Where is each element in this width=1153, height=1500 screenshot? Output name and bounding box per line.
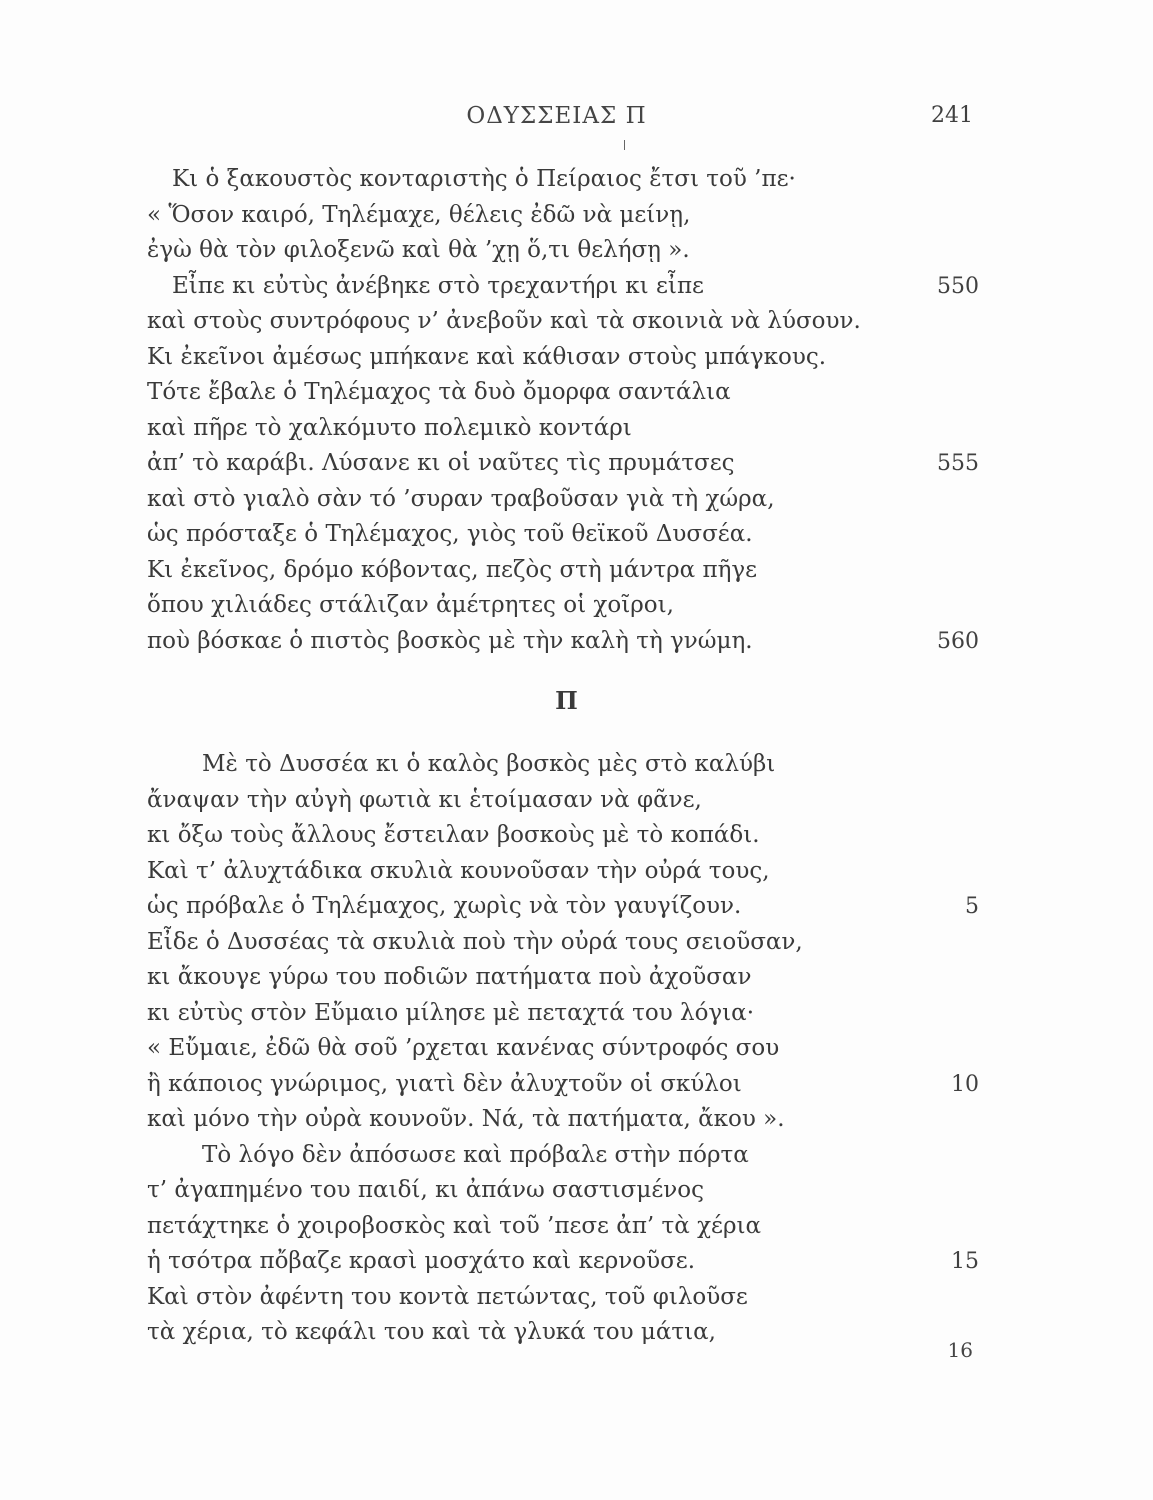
verse-line <box>147 198 1007 234</box>
verse-text: κι εὐτὺς στὸν Εὔμαιο μίλησε μὲ πεταχτά του λόγια· <box>147 999 755 1026</box>
page-number: 241 <box>931 103 973 128</box>
verse-line <box>147 340 1007 376</box>
verse-line <box>147 1102 1007 1138</box>
verse-line <box>147 588 1007 624</box>
verse-text: « Ὅσον καιρό, Τηλέμαχε, θέλεις ἐδῶ νὰ μείνῃ, <box>147 201 691 228</box>
verse-text: Κι ἐκεῖνοι ἀμέσως μπήκανε καὶ κάθισαν στοὺς μπάγκους. <box>147 343 827 370</box>
verse-line <box>147 446 1007 482</box>
verse-text: κι ἄκουγε γύρω του ποδιῶν πατήματα ποὺ ἀχοῦσαν <box>147 964 752 990</box>
verse-line <box>147 783 1007 819</box>
lower-passage <box>147 747 1007 1351</box>
verse-line <box>147 1209 1007 1245</box>
verse-text: καὶ μόνο τὴν οὐρὰ κουνοῦν. Νά, τὰ πατήματα, ἄκου ». <box>147 1106 785 1132</box>
verse-text: πετάχτηκε ὁ χοιροβοσκὸς καὶ τοῦ ’πεσε ἀπ’ τὰ χέρια <box>147 1212 762 1239</box>
verse-text: κι ὄξω τοὺς ἄλλους ἔστειλαν βοσκοὺς μὲ τὸ κοπάδι. <box>147 822 760 848</box>
verse-text: ἢ κάποιος γνώριμος, γιατὶ δὲν ἀλυχτοῦν οἱ σκύλοι <box>147 1070 742 1097</box>
verse-line <box>147 411 1007 447</box>
verse-text: Τὸ λόγο δὲν ἀπόσωσε καὶ πρόβαλε στὴν πόρτα <box>202 1141 749 1168</box>
line-number: 560 <box>937 628 979 654</box>
verse-line <box>147 889 1007 925</box>
verse-line <box>147 1315 1007 1351</box>
verse-line <box>147 960 1007 996</box>
verse-text: Καὶ τ’ ἀλυχτάδικα σκυλιὰ κουνοῦσαν τὴν οὐρά τους, <box>147 857 770 884</box>
verse-text: καὶ πῆρε τὸ χαλκόμυτο πολεμικὸ κοντάρι <box>147 414 632 441</box>
verse-text: Εἶπε κι εὐτὺς ἀνέβηκε στὸ τρεχαντήρι κι εἶπε <box>172 272 704 299</box>
verse-text: Μὲ τὸ Δυσσέα κι ὁ καλὸς βοσκὸς μὲς στὸ καλύβι <box>202 751 776 777</box>
verse-line <box>147 304 1007 340</box>
line-number: 5 <box>965 894 979 919</box>
verse-line <box>147 1244 1007 1280</box>
verse-line <box>147 1173 1007 1209</box>
verse-text: ἐγὼ θὰ τὸν φιλοξενῶ καὶ θὰ ’χῃ ὅ,τι θελήσῃ ». <box>147 237 690 263</box>
verse-text: ποὺ βόσκαε ὁ πιστὸς βοσκὸς μὲ τὴν καλὴ τὴ γνώμη. <box>147 627 753 654</box>
verse-line <box>147 1280 1007 1316</box>
upper-passage <box>147 162 1007 659</box>
verse-line <box>147 1067 1007 1103</box>
verse-text: τ’ ἀγαπημένο του παιδί, κι ἀπάνω σαστισμένος <box>147 1177 704 1203</box>
verse-text: καὶ στὸ γιαλὸ σὰν τό ’συραν τραβοῦσαν γιὰ τὴ χώρα, <box>147 485 775 512</box>
verse-text: ἀπ’ τὸ καράβι. Λύσανε κι οἱ ναῦτες τὶς πρυμάτσες <box>147 450 735 476</box>
signature-mark: 16 <box>947 1338 973 1362</box>
verse-text: τὰ χέρια, τὸ κεφάλι του καὶ τὰ γλυκά του μάτια, <box>147 1319 716 1345</box>
line-number: 550 <box>937 273 979 299</box>
verse-text: Καὶ στὸν ἀφέντη του κοντὰ πετώντας, τοῦ φιλοῦσε <box>147 1283 748 1310</box>
verse-line <box>147 996 1007 1032</box>
verse-text: Εἶδε ὁ Δυσσέας τὰ σκυλιὰ ποὺ τὴν οὐρά τους σειοῦσαν, <box>147 928 803 955</box>
verse-text: καὶ στοὺς συντρόφους ν’ ἀνεβοῦν καὶ τὰ σκοινιὰ νὰ λύσουν. <box>147 308 861 334</box>
verse-line <box>147 482 1007 518</box>
verse-line <box>147 233 1007 269</box>
verse-line <box>147 1031 1007 1067</box>
verse-line <box>147 854 1007 890</box>
verse-text: Κι ἐκεῖνος, δρόμο κόβοντας, πεζὸς στὴ μάντρα πῆγε <box>147 556 758 583</box>
verse-line <box>147 818 1007 854</box>
line-number: 555 <box>937 451 979 476</box>
verse-line <box>147 375 1007 411</box>
verse-text: ὡς πρόβαλε ὁ Τηλέμαχος, χωρὶς νὰ τὸν γαυγίζουν. <box>147 893 742 919</box>
line-number: 15 <box>951 1249 979 1274</box>
verse-line <box>147 553 1007 589</box>
verse-text: ὅπου χιλιάδες στάλιζαν ἀμέτρητες οἱ χοῖροι, <box>147 592 674 618</box>
verse-line <box>147 747 1007 783</box>
verse-line <box>147 1138 1007 1174</box>
verse-line <box>147 269 1007 305</box>
verse-text: ἡ τσότρα πὄβαζε κρασὶ μοσχάτο καὶ κερνοῦσε. <box>147 1248 696 1274</box>
verse-text: Κι ὁ ξακουστὸς κονταριστὴς ὁ Πείραιος ἔτσι τοῦ ’πε· <box>172 166 796 192</box>
line-number: 10 <box>951 1071 979 1097</box>
verse-line <box>147 517 1007 553</box>
verse-text: ἄναψαν τὴν αὐγὴ φωτιὰ κι ἑτοίμασαν νὰ φᾶνε, <box>147 786 702 813</box>
verse-text: Τότε ἔβαλε ὁ Τηλέμαχος τὰ δυὸ ὄμορφα σαντάλια <box>147 379 731 405</box>
verse-text: « Εὔμαιε, ἐδῶ θὰ σοῦ ’ρχεται κανένας σύντροφός σου <box>147 1035 780 1061</box>
verse-line <box>147 162 1007 198</box>
running-header: ΟΔΥΣΣΕΙΑΣ Π <box>466 103 647 129</box>
verse-line <box>147 925 1007 961</box>
verse-text: ὡς πρόσταξε ὁ Τηλέμαχος, γιὸς τοῦ θεϊκοῦ Δυσσέα. <box>147 521 753 547</box>
print-mark <box>624 140 625 150</box>
verse-line <box>147 624 1007 660</box>
book-section-mark: Π <box>555 686 578 715</box>
